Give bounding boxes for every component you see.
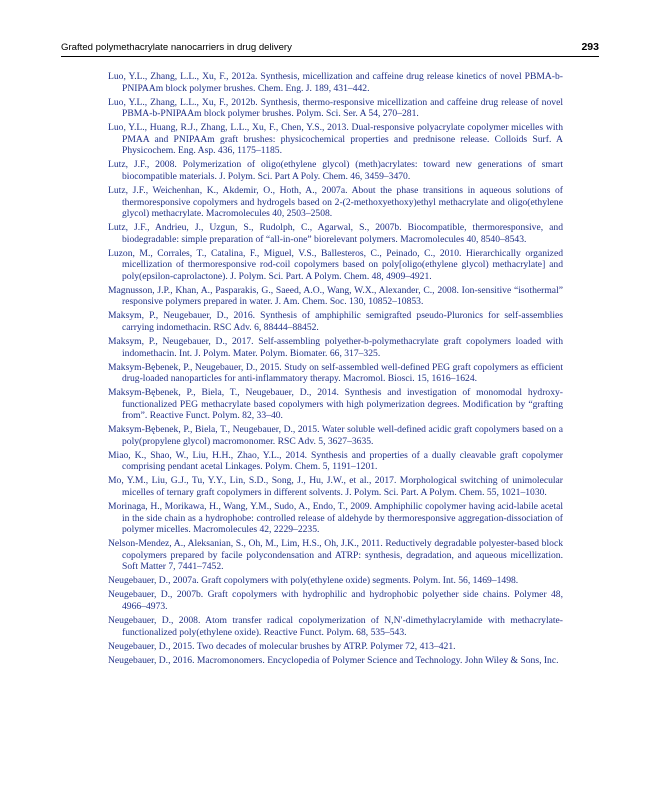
reference-item: Neugebauer, D., 2008. Atom transfer radical copolymerization of N,N′-dimethylacrylamide with methacrylate-functionalized poly(ethylene oxide). Reactive Funct. Polym. 68, 535–543. (108, 614, 563, 638)
reference-item: Neugebauer, D., 2016. Macromonomers. Encyclopedia of Polymer Science and Technology. John Wiley & Sons, Inc. (108, 654, 559, 666)
reference-item: Lutz, J.F., Weichenhan, K., Akdemir, O., Hoth, A., 2007a. About the phase transitions in aqueous solutions of thermoresponsive copolymers and hydrogels based on 2-(2-methoxyethoxy)ethyl methacrylate and oligo(ethylene glycol) methacrylate. Macromolecules 40, 2503–2508. (108, 184, 563, 220)
reference-item: Miao, K., Shao, W., Liu, H.H., Zhao, Y.L., 2014. Synthesis and properties of a dually cleavable graft copolymer comprising pendant acetal Linkages. Polym. Chem. 5, 1191–1201. (108, 449, 563, 473)
reference-item: Maksym, P., Neugebauer, D., 2016. Synthesis of amphiphilic semigrafted pseudo-Pluronics for self-assemblies carrying indomethacin. RSC Adv. 6, 88444–88452. (108, 310, 563, 333)
reference-item: Magnusson, J.P., Khan, A., Pasparakis, G., Saeed, A.O., Wang, W.X., Alexander, C., 2008. Ion-sensitive “isothermal” responsive polymers prepared in water. J. Am. Chem. Soc. 130, 10852–10853. (108, 284, 563, 308)
reference-item: Luo, Y.L., Zhang, L.L., Xu, F., 2012b. Synthesis, thermo-responsive micellization and caffeine drug release of novel PBMA-b-PNIPAAm block polymer brushes. Polym. Sci. Ser. A 54, 270–281. (108, 96, 563, 120)
reference-item: Nelson-Mendez, A., Aleksanian, S., Oh, M., Lim, H.S., Oh, J.K., 2011. Reductively degradable polyester-based block copolymers prepared by facile polycondensation and ATRP: synthesis, degradation, and aqueous micellization. Soft Matter 7, 7441–7452. (108, 538, 563, 573)
reference-list (108, 71, 563, 669)
reference-item: Maksym-Bębenek, P., Neugebauer, D., 2015. Study on self-assembled well-defined PEG graft copolymers as efficient drug-loaded nanoparticles for anti-inflammatory therapy. Macromol. Biosci. 15, 1616–1624. (108, 361, 563, 385)
page-header (61, 42, 599, 57)
reference-item: Luzon, M., Corrales, T., Catalina, F., Miguel, V.S., Ballesteros, C., Peinado, C., 2010. Hierarchically organized micellization of thermoresponsive rod-coil copolymers based on poly[oligo(ethylene glycol) methacrylate] and poly(epsilon-caprolactone). J. Polym. Sci. Part. A Polym. Chem. 48, 4909–4921. (108, 247, 563, 282)
reference-item: Neugebauer, D., 2007b. Graft copolymers with hydrophilic and hydrophobic polyether side chains. Polymer 48, 4966–4973. (108, 589, 563, 612)
reference-item: Morinaga, H., Morikawa, H., Wang, Y.M., Sudo, A., Endo, T., 2009. Amphiphilic copolymer having acid-labile acetal in the side chain as a hydrophobe: controlled release of aldehyde by thermoresponsive aggregation-dissociation of polymer micelles. Macromolecules 42, 2229–2235. (108, 501, 563, 536)
reference-item: Luo, Y.L., Huang, R.J., Zhang, L.L., Xu, F., Chen, Y.S., 2013. Dual-responsive polyacrylate copolymer micelles with PMAA and PNIPAAm graft brushes: physicochemical properties and prednisone release. Colloids Surf. A Physicochem. Eng. Asp. 436, 1175–1185. (108, 122, 563, 157)
reference-item: Mo, Y.M., Liu, G.J., Tu, Y.Y., Lin, S.D., Song, J., Hu, J.W., et al., 2017. Morphological switching of unimolecular micelles of ternary graft copolymers in different solvents. J. Polym. Sci. Part. A Polym. Chem. 55, 1021–1030. (108, 475, 563, 499)
reference-item: Maksym, P., Neugebauer, D., 2017. Self-assembling polyether-b-polymethacrylate graft copolymers loaded with indomethacin. Int. J. Polym. Mater. Polym. Biomater. 66, 317–325. (108, 335, 563, 359)
page-number: 293 (581, 41, 599, 53)
reference-item: Lutz, J.F., 2008. Polymerization of oligo(ethylene glycol) (meth)acrylates: toward new generations of smart biocompatible materials. J. Polym. Sci. Part A Poly. Chem. 46, 3459–3470. (108, 159, 563, 182)
reference-item: Lutz, J.F., Andrieu, J., Uzgun, S., Rudolph, C., Agarwal, S., 2007b. Biocompatible, thermoresponsive, and biodegradable: simple preparation of “all-in-one” biorelevant polymers. Macromolecules 40, 8540–8543. (108, 222, 563, 245)
reference-item: Luo, Y.L., Zhang, L.L., Xu, F., 2012a. Synthesis, micellization and caffeine drug release kinetics of novel PBMA-b-PNIPAAm block polymer brushes. Chem. Eng. J. 189, 431–442. (108, 71, 563, 94)
reference-item: Maksym-Bębenek, P., Biela, T., Neugebauer, D., 2015. Water soluble well-defined acidic graft copolymers based on a poly(propylene glycol) macromonomer. RSC Adv. 5, 3627–3635. (108, 424, 563, 447)
running-title: Grafted polymethacrylate nanocarriers in drug delivery (61, 42, 292, 53)
reference-item: Neugebauer, D., 2007a. Graft copolymers with poly(ethylene oxide) segments. Polym. Int. 56, 1469–1498. (108, 575, 519, 587)
reference-item: Maksym-Bębenek, P., Biela, T., Neugebauer, D., 2014. Synthesis and investigation of monomodal hydroxy-functionalized PEG methacrylate based copolymers with high polymerization degrees. Modification by “grafting from”. Reactive Funct. Polym. 82, 33–40. (108, 387, 563, 422)
reference-item: Neugebauer, D., 2015. Two decades of molecular brushes by ATRP. Polymer 72, 413–421. (108, 640, 456, 652)
